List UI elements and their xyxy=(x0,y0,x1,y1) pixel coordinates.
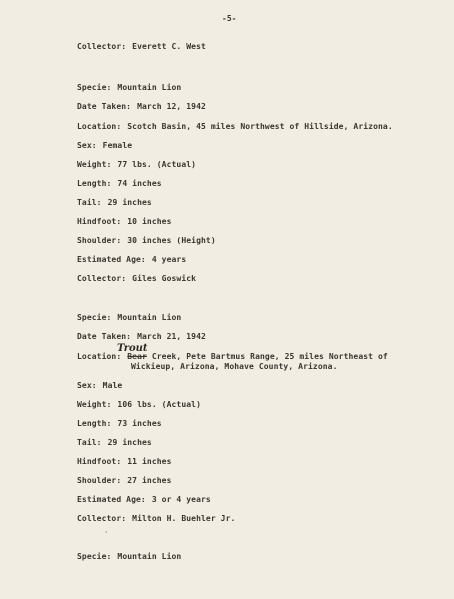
field-value: 106 lbs. (Actual) xyxy=(117,400,202,409)
field-value: Creek, Pete Bartmus Range, 25 miles Northeast of xyxy=(151,352,388,361)
record3-specie xyxy=(77,552,181,561)
record2-length xyxy=(77,419,162,428)
field-value: Female xyxy=(102,141,133,150)
field-label: Length: xyxy=(77,419,112,428)
field-label: Specie: xyxy=(77,83,112,92)
record1-location xyxy=(77,122,393,131)
field-value: 3 or 4 years xyxy=(151,495,211,504)
field-label: Tail: xyxy=(77,438,102,447)
record1-collector xyxy=(77,274,196,283)
record1-date xyxy=(77,102,206,111)
record1-age xyxy=(77,255,186,264)
record2-tail xyxy=(77,438,152,447)
record2-age xyxy=(77,495,211,504)
record1-sex xyxy=(77,141,132,150)
field-value: 77 lbs. (Actual) xyxy=(117,160,197,169)
field-value: Scotch Basin, 45 miles Northwest of Hillside, Arizona. xyxy=(127,122,393,131)
field-label: Specie: xyxy=(77,313,112,322)
record2-specie xyxy=(77,313,181,322)
field-label: Location: xyxy=(77,352,122,361)
field-label: Estimated Age: xyxy=(77,255,146,264)
field-label: Hindfoot: xyxy=(77,217,122,226)
field-value: Male xyxy=(102,381,123,390)
record2-location-cont: Wickieup, Arizona, Mohave County, Arizona. xyxy=(131,362,338,371)
field-label: Shoulder: xyxy=(77,236,122,245)
field-label: Collector: xyxy=(77,274,127,283)
field-value: 30 inches (Height) xyxy=(127,236,216,245)
record2-sex xyxy=(77,381,122,390)
stray-mark: ' xyxy=(104,530,109,538)
field-value: 29 inches xyxy=(107,198,152,207)
field-label: Sex: xyxy=(77,381,97,390)
field-value: Mountain Lion xyxy=(117,83,182,92)
field-label: Date Taken: xyxy=(77,102,132,111)
field-value: 27 inches xyxy=(127,476,172,485)
record2-collector xyxy=(77,514,235,523)
record2-shoulder xyxy=(77,476,172,485)
field-value: Milton H. Buehler Jr. xyxy=(132,514,236,523)
field-label: Estimated Age: xyxy=(77,495,146,504)
handwritten-correction: Trout xyxy=(117,343,148,354)
field-value: Giles Goswick xyxy=(132,274,197,283)
field-value: 11 inches xyxy=(127,457,172,466)
field-label: Length: xyxy=(77,179,112,188)
record1-hindfoot xyxy=(77,217,172,226)
field-label: Collector: xyxy=(77,42,127,51)
field-value: March 12, 1942 xyxy=(137,102,206,111)
field-label: Tail: xyxy=(77,198,102,207)
field-value: 10 inches xyxy=(127,217,172,226)
field-value: 29 inches xyxy=(107,438,152,447)
header-collector xyxy=(77,42,206,51)
record1-shoulder xyxy=(77,236,216,245)
field-label: Hindfoot: xyxy=(77,457,122,466)
record2-weight xyxy=(77,400,201,409)
field-label: Weight: xyxy=(77,160,112,169)
record2-date xyxy=(77,332,206,341)
field-label: Specie: xyxy=(77,552,112,561)
field-value: Mountain Lion xyxy=(117,313,182,322)
record1-tail xyxy=(77,198,152,207)
field-label: Date Taken: xyxy=(77,332,132,341)
record2-hindfoot xyxy=(77,457,172,466)
field-value: 73 inches xyxy=(117,419,162,428)
field-value: Everett C. West xyxy=(132,42,206,51)
record2-location xyxy=(77,352,388,361)
struck-word: Bear xyxy=(127,352,147,361)
record1-length xyxy=(77,179,162,188)
field-label: Collector: xyxy=(77,514,127,523)
field-label: Location: xyxy=(77,122,122,131)
field-label: Shoulder: xyxy=(77,476,122,485)
field-value: Mountain Lion xyxy=(117,552,182,561)
record1-specie xyxy=(77,83,181,92)
field-value: 74 inches xyxy=(117,179,162,188)
record1-weight xyxy=(77,160,196,169)
field-value: March 21, 1942 xyxy=(137,332,206,341)
page-number: -5- xyxy=(222,14,237,23)
field-label: Weight: xyxy=(77,400,112,409)
field-value: 4 years xyxy=(151,255,187,264)
field-label: Sex: xyxy=(77,141,97,150)
